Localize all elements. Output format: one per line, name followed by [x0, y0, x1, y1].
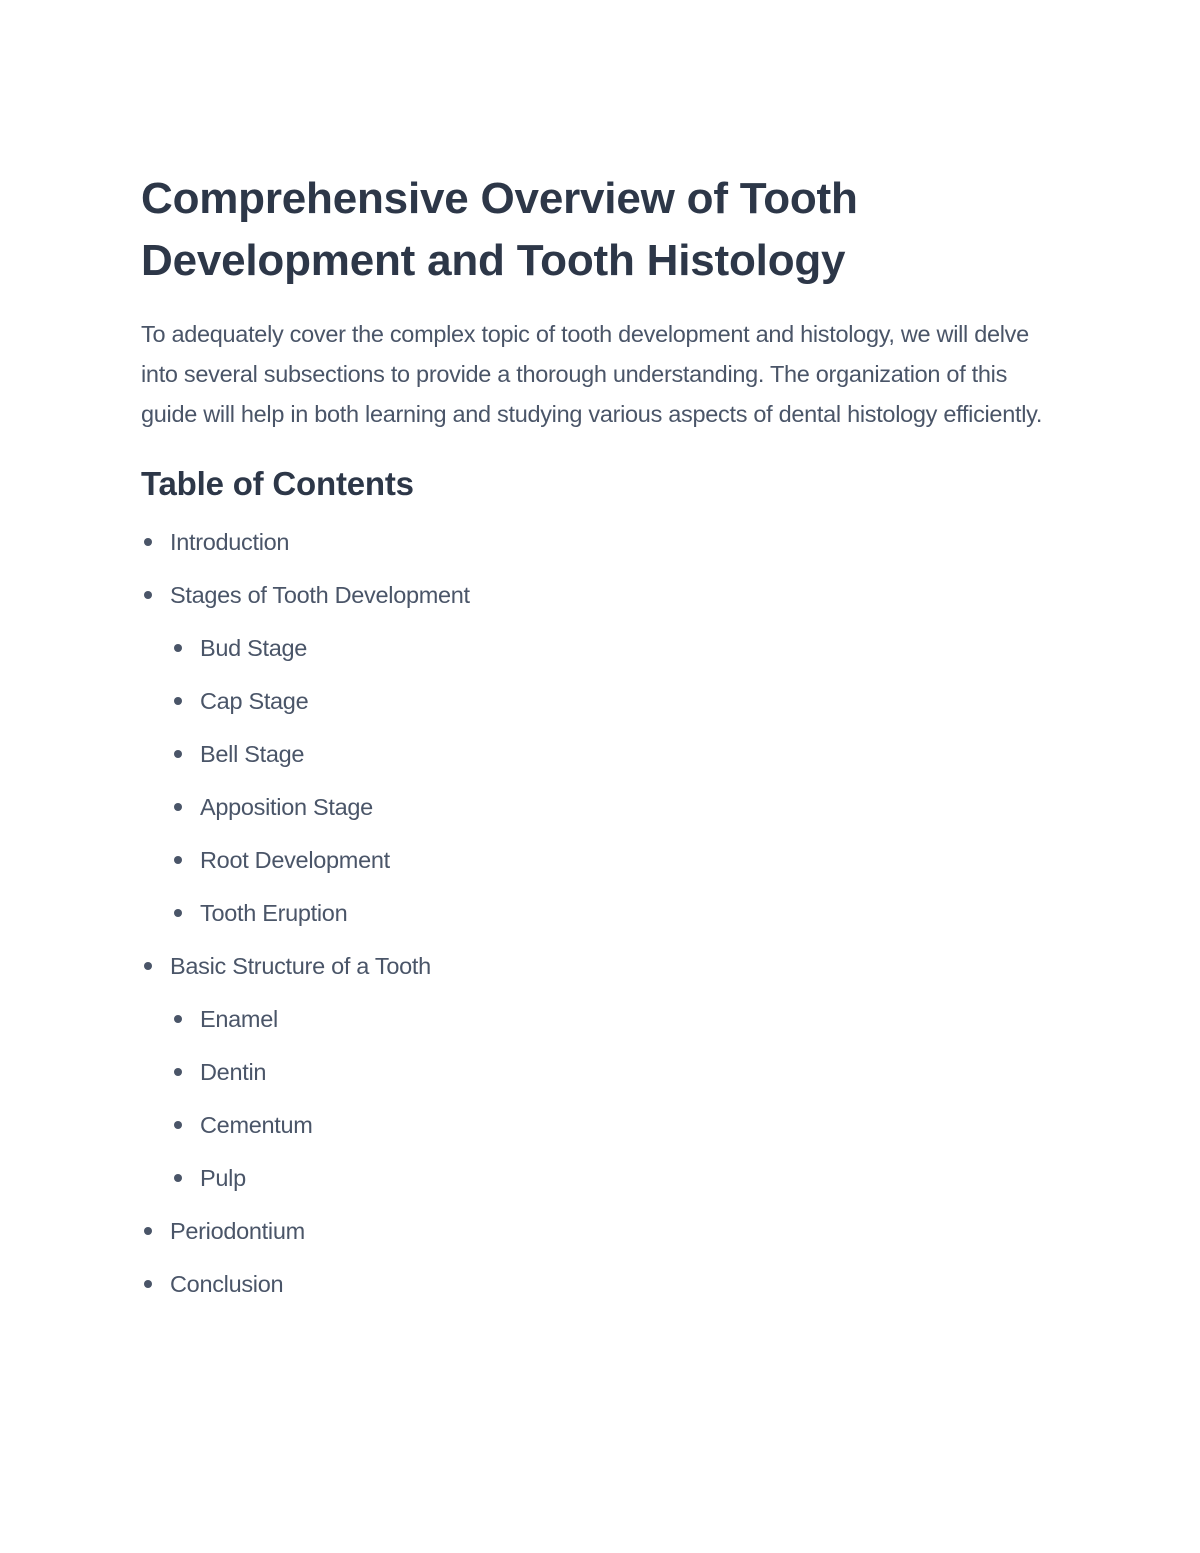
bullet-icon — [174, 1121, 182, 1129]
toc-item-label: Conclusion — [170, 1271, 284, 1297]
toc-item-label: Root Development — [200, 847, 390, 873]
bullet-icon — [174, 803, 182, 811]
toc-subitem — [171, 1160, 1061, 1196]
bullet-icon — [174, 1174, 182, 1182]
bullet-icon — [174, 697, 182, 705]
toc-item — [141, 577, 1061, 613]
toc-subitem — [171, 683, 1061, 719]
toc-item-label: Cementum — [200, 1112, 313, 1138]
toc-subitem — [171, 1001, 1061, 1037]
toc-item-label: Pulp — [200, 1165, 246, 1191]
toc-subitem — [171, 1107, 1061, 1143]
toc-subitem — [171, 630, 1061, 666]
toc-item — [141, 1213, 1061, 1249]
document-page — [141, 168, 1061, 1302]
toc-item-label: Apposition Stage — [200, 794, 373, 820]
toc-item — [141, 524, 1061, 560]
toc-heading: Table of Contents — [141, 465, 414, 502]
toc-item-label: Enamel — [200, 1006, 278, 1032]
bullet-icon — [174, 856, 182, 864]
bullet-icon — [174, 750, 182, 758]
toc-item-label: Bell Stage — [200, 741, 305, 767]
toc-item-label: Cap Stage — [200, 688, 309, 714]
bullet-icon — [174, 1068, 182, 1076]
bullet-icon — [144, 962, 152, 970]
document-title: Comprehensive Overview of Tooth Development and Tooth Histology — [141, 174, 858, 285]
toc-item-label: Basic Structure of a Tooth — [170, 953, 431, 979]
toc-item — [141, 1266, 1061, 1302]
toc-item-label: Periodontium — [170, 1218, 305, 1244]
toc-item-label: Dentin — [200, 1059, 267, 1085]
toc-subitem — [171, 1054, 1061, 1090]
toc-item-label: Tooth Eruption — [200, 900, 348, 926]
bullet-icon — [174, 644, 182, 652]
intro-paragraph: To adequately cover the complex topic of tooth development and histology, we will delve into several subsections to provide a thorough understanding. The organization of this guide will help in both learning and studying various aspects of dental histology efficiently. — [141, 321, 1043, 427]
toc-item-label: Introduction — [170, 529, 290, 555]
toc-subitem — [171, 842, 1061, 878]
toc-subitem — [171, 789, 1061, 825]
table-of-contents — [141, 524, 1061, 1302]
toc-item — [141, 948, 1061, 984]
toc-subitem — [171, 736, 1061, 772]
bullet-icon — [144, 591, 152, 599]
bullet-icon — [174, 1015, 182, 1023]
bullet-icon — [174, 909, 182, 917]
toc-item-label: Stages of Tooth Development — [170, 582, 470, 608]
bullet-icon — [144, 1227, 152, 1235]
toc-subitem — [171, 895, 1061, 931]
toc-item-label: Bud Stage — [200, 635, 308, 661]
bullet-icon — [144, 538, 152, 546]
bullet-icon — [144, 1280, 152, 1288]
